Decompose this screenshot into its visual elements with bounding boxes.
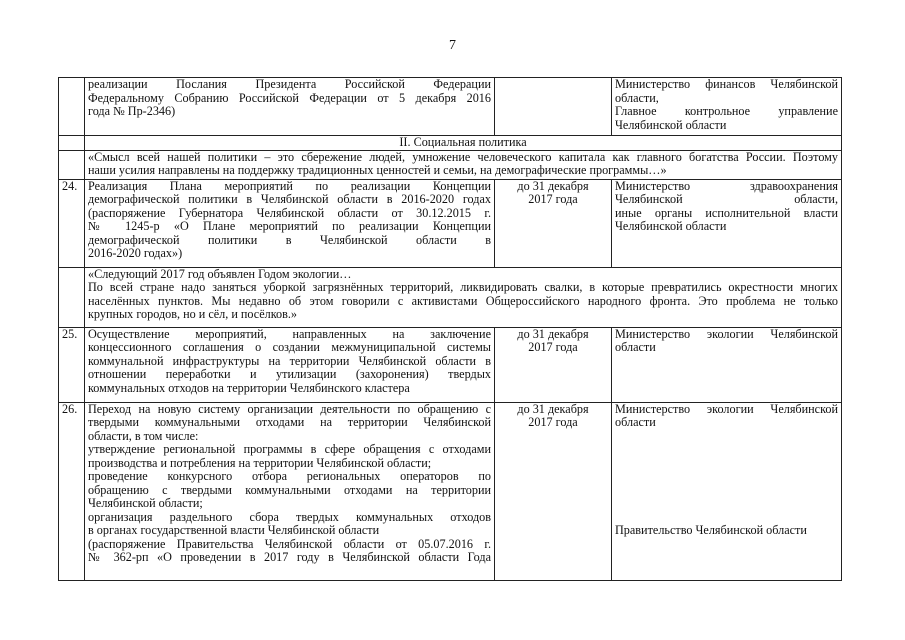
plan-table xyxy=(58,77,842,581)
quote-text: «Смысл всей нашей политики – это сбережение людей, умножение человеческого капитала как главного богатства России. Поэтому наши усилия направлены на поддержку традиционных ценностей и семьи, на демографические программы…» xyxy=(85,150,842,179)
responsible-cell: Министерство финансов Челябинской области, Главное контрольное управление Челябинской области xyxy=(612,78,842,136)
table-row xyxy=(59,179,842,267)
responsible-extra: Правительство Челябинской области xyxy=(615,522,807,537)
responsible-cell: Министерство здравоохранения Челябинской области, иные органы исполнительной власти Челябинской области xyxy=(612,179,842,267)
responsible-cell: Министерство экологии Челябинской области xyxy=(612,327,842,402)
row-number-cell xyxy=(59,150,85,179)
table-row xyxy=(59,402,842,580)
page-number: 7 xyxy=(449,38,456,53)
deadline-cell: до 31 декабря 2017 года xyxy=(495,179,612,267)
measure-cell: Переход на новую систему организации деятельности по обращению с твердыми коммунальными отходами на территории Челябинской области, в том числе: утверждение региональной программы в сфере обращения с отходами производства и потребления на территории Челябинской области; проведение конкурсного отбора региональных операторов по обращению с твердыми коммунальными отходами на территории Челябинской области; организация раздельного сбора твердых коммунальных отходов в органах государственной власти Челябинской области (распоряжение Правительства Челябинской области от 05.07.2016 г. № 362-рп «О проведении в 2017 году в Челябинской области Года xyxy=(85,402,495,580)
quote-row xyxy=(59,267,842,327)
measure-cell: Реализация Плана мероприятий по реализации Концепции демографической политики в Челябинской области в 2016-2020 годах (распоряжение Губернатора Челябинской области от 30.12.2015 г. № 1245-р «О Плане мероприятий по реализации Концепции демографической политики в Челябинской области в 2016-2020 годах») xyxy=(85,179,495,267)
section-title-row xyxy=(59,136,842,151)
deadline-cell xyxy=(495,78,612,136)
row-number: 24. xyxy=(59,179,85,267)
quote-row xyxy=(59,150,842,179)
continued-row xyxy=(59,78,842,136)
quote-text: «Следующий 2017 год объявлен Годом экологии… По всей стране надо заняться уборкой загрязнённых территорий, ликвидировать свалки, в которые превратились окрестности многих населённых пунктов. Мы недавно об этом говорили с активистами Общероссийского народного фронта. Это проблема не только крупных городов, но и сёл, и посёлков.» xyxy=(85,267,842,327)
responsible-cell: Министерство экологии Челябинской области Правительство Челябинской области xyxy=(612,402,842,580)
table-row xyxy=(59,327,842,402)
row-number: 26. xyxy=(59,402,85,580)
row-number-cell xyxy=(59,78,85,136)
row-number: 25. xyxy=(59,327,85,402)
deadline-cell: до 31 декабря 2017 года xyxy=(495,402,612,580)
row-number-cell xyxy=(59,136,85,151)
measure-cell: Осуществление мероприятий, направленных на заключение концессионного соглашения о создании межмуниципальной системы коммунальной инфраструктуры на территории Челябинской области в отношении переработки и утилизации (захоронения) твердых коммунальных отходов на территории Челябинского кластера xyxy=(85,327,495,402)
row-number-cell xyxy=(59,267,85,327)
section-title: II. Социальная политика xyxy=(85,136,842,151)
deadline-cell: до 31 декабря 2017 года xyxy=(495,327,612,402)
measure-cell: реализации Послания Президента Российской Федерации Федеральному Собранию Российской Федерации от 5 декабря 2016 года № Пр-2346) xyxy=(85,78,495,136)
